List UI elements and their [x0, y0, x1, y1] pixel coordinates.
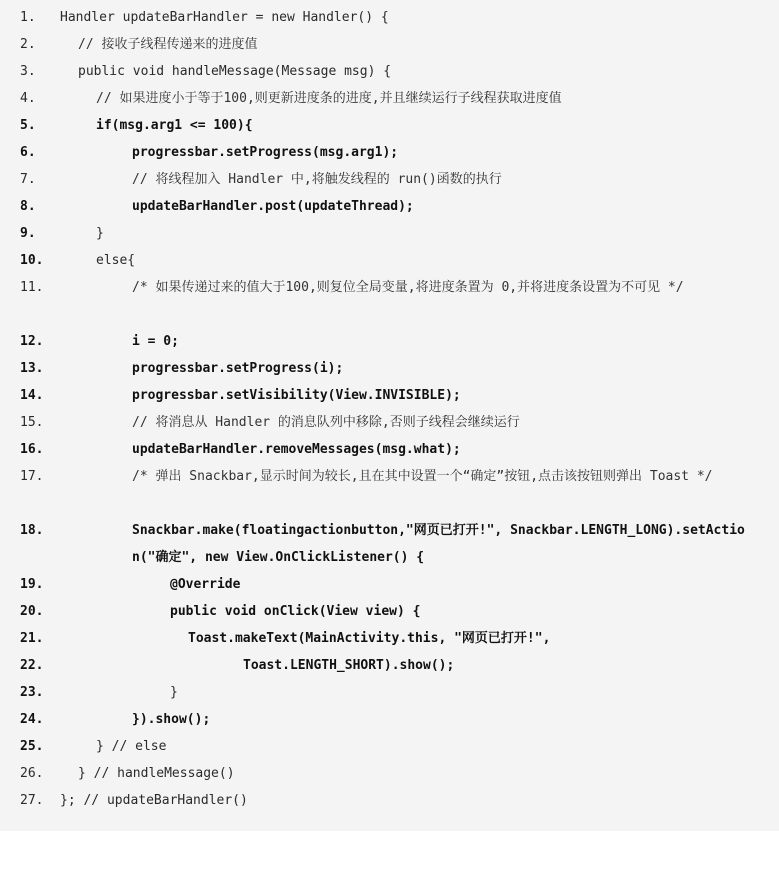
code-line — [0, 760, 779, 787]
line-number: 12. — [20, 334, 44, 349]
code-comment: // 将线程加入 Handler 中,将触发线程的 run()函数的执行 — [132, 172, 502, 187]
code-text: progressbar.setVisibility(View.INVISIBLE); — [132, 388, 461, 403]
line-number: 2. — [20, 37, 36, 52]
code-comment: // 接收子线程传递来的进度值 — [78, 37, 258, 52]
code-text: progressbar.setProgress(i); — [132, 361, 344, 376]
line-number: 23. — [20, 685, 44, 700]
code-line — [0, 733, 779, 760]
code-line — [0, 382, 779, 409]
line-number: 19. — [20, 577, 44, 592]
line-number: 25. — [20, 739, 44, 754]
code-line — [0, 652, 779, 679]
code-line — [0, 598, 779, 625]
code-text: else{ — [96, 253, 136, 268]
line-number: 13. — [20, 361, 44, 376]
line-number: 9. — [20, 226, 36, 241]
line-number: 20. — [20, 604, 44, 619]
code-line — [0, 193, 779, 220]
code-line — [0, 247, 779, 274]
code-comment: // 如果进度小于等于100,则更新进度条的进度,并且继续运行子线程获取进度值 — [96, 91, 562, 106]
code-line — [0, 463, 779, 517]
code-line — [0, 58, 779, 85]
code-text: Handler updateBarHandler = new Handler() { — [60, 10, 389, 25]
code-comment: // 将消息从 Handler 的消息队列中移除,否则子线程会继续运行 — [132, 415, 520, 430]
code-line — [0, 571, 779, 598]
code-line — [0, 328, 779, 355]
code-text: } // else — [96, 739, 167, 754]
line-number: 1. — [20, 10, 36, 25]
code-line — [0, 85, 779, 112]
code-line — [0, 436, 779, 463]
line-number: 6. — [20, 145, 36, 160]
line-number: 5. — [20, 118, 36, 133]
code-text: updateBarHandler.post(updateThread); — [132, 199, 414, 214]
code-line — [0, 517, 779, 571]
code-text: progressbar.setProgress(msg.arg1); — [132, 145, 399, 160]
code-text: }; // updateBarHandler() — [60, 793, 248, 808]
code-line — [0, 220, 779, 247]
code-text: } — [170, 685, 178, 700]
line-number: 16. — [20, 442, 44, 457]
code-text: i = 0; — [132, 334, 179, 349]
code-line — [0, 706, 779, 733]
code-line — [0, 355, 779, 382]
code-text: updateBarHandler.removeMessages(msg.what); — [132, 442, 461, 457]
code-line — [0, 625, 779, 652]
code-comment: /* 如果传递过来的值大于100,则复位全局变量,将进度条置为 0,并将进度条设置为不可见 */ — [132, 280, 684, 295]
line-number: 18. — [20, 523, 44, 538]
line-number: 8. — [20, 199, 36, 214]
code-line — [0, 112, 779, 139]
code-text: if(msg.arg1 <= 100){ — [96, 118, 253, 133]
code-text: }).show(); — [132, 712, 211, 727]
code-text: Toast.LENGTH_SHORT).show(); — [243, 658, 455, 673]
code-text: Snackbar.make(floatingactionbutton,"网页已打开!", Snackbar.LENGTH_LONG).setAction("确定", new View.OnClickListener() { — [132, 523, 745, 565]
code-text: } — [96, 226, 104, 241]
line-number: 21. — [20, 631, 44, 646]
code-text: public void onClick(View view) { — [170, 604, 421, 619]
line-number: 15. — [20, 415, 44, 430]
line-number: 22. — [20, 658, 44, 673]
code-comment: /* 弹出 Snackbar,显示时间为较长,且在其中设置一个“确定”按钮,点击该按钮则弹出 Toast */ — [132, 469, 713, 484]
line-number: 24. — [20, 712, 44, 727]
line-number: 11. — [20, 280, 44, 295]
line-number: 14. — [20, 388, 44, 403]
line-number: 7. — [20, 172, 36, 187]
code-line — [0, 787, 779, 814]
line-number: 10. — [20, 253, 44, 268]
code-text: public void handleMessage(Message msg) { — [78, 64, 392, 79]
code-line — [0, 409, 779, 436]
code-line — [0, 166, 779, 193]
code-line — [0, 139, 779, 166]
line-number: 26. — [20, 766, 44, 781]
code-line — [0, 31, 779, 58]
code-line — [0, 679, 779, 706]
line-number: 4. — [20, 91, 36, 106]
line-number: 27. — [20, 793, 44, 808]
line-number: 3. — [20, 64, 36, 79]
code-line — [0, 274, 779, 328]
code-line — [0, 4, 779, 31]
line-number: 17. — [20, 469, 44, 484]
code-text: Toast.makeText(MainActivity.this, "网页已打开!", — [188, 631, 551, 646]
code-text: @Override — [170, 577, 241, 592]
code-text: } // handleMessage() — [78, 766, 235, 781]
